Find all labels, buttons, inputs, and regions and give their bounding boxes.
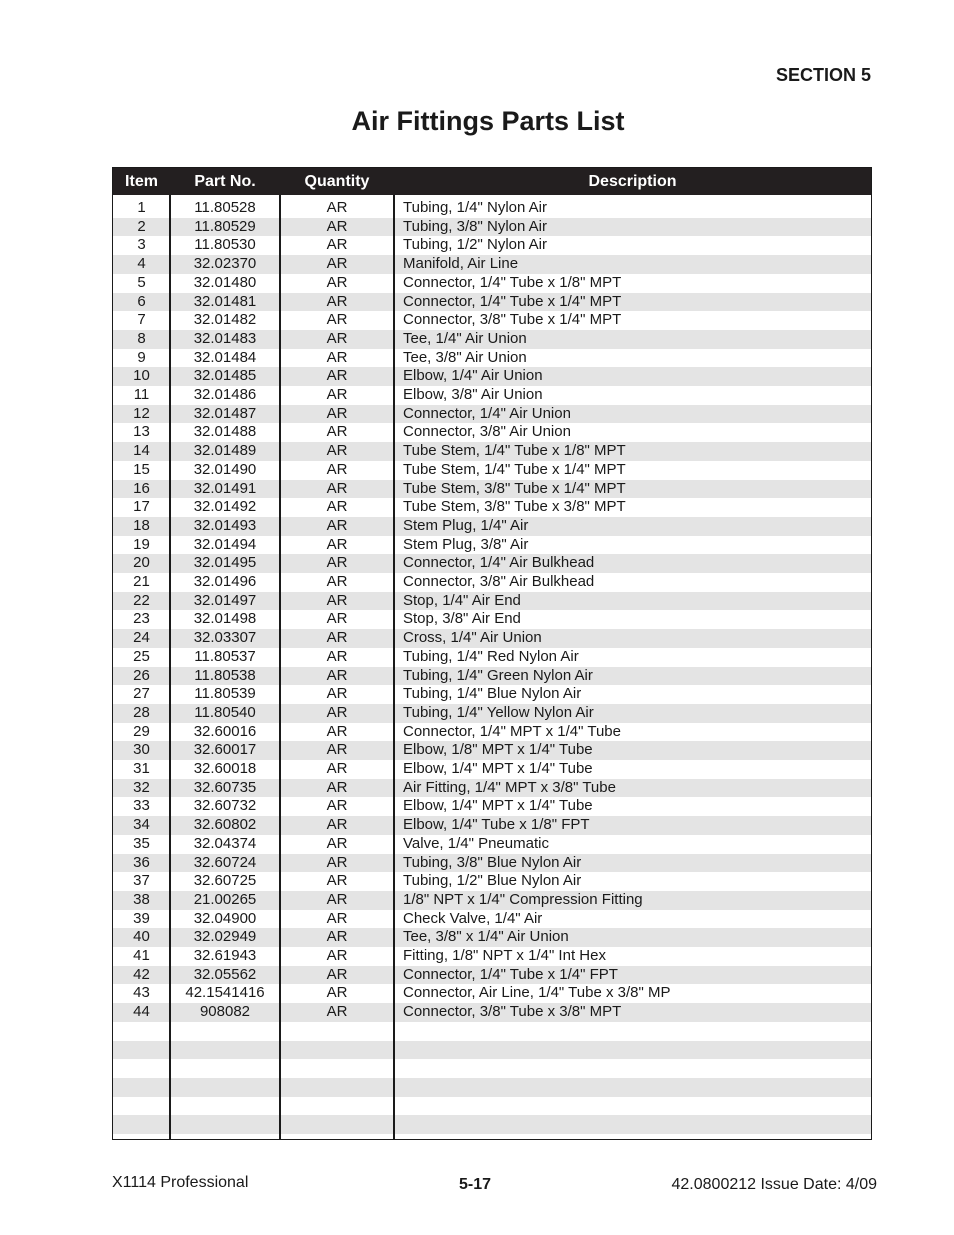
quantity: AR	[326, 890, 348, 908]
description: Connector, Air Line, 1/4" Tube x 3/8" MP	[403, 984, 671, 1002]
item-number: 11	[133, 386, 150, 403]
part-number: 11.80538	[194, 666, 256, 684]
description: Stop, 1/4" Air End	[403, 591, 521, 609]
table-row	[113, 1059, 871, 1078]
table-header	[113, 168, 871, 195]
description: Tee, 1/4" Air Union	[403, 329, 527, 347]
part-number: 32.04900	[193, 909, 257, 927]
description: Tube Stem, 3/8" Tube x 1/4" MPT	[403, 479, 626, 497]
part-number: 32.01480	[193, 273, 257, 291]
table-row	[113, 1134, 871, 1140]
part-number: 32.02949	[193, 928, 257, 946]
description: 1/8" NPT x 1/4" Compression Fitting	[403, 890, 643, 908]
description: Air Fitting, 1/4" MPT x 3/8" Tube	[403, 778, 616, 796]
table-row	[113, 667, 871, 686]
part-number: 32.01485	[193, 367, 257, 385]
table-row	[113, 311, 871, 330]
quantity: AR	[326, 760, 348, 777]
quantity: AR	[326, 834, 348, 852]
item-number: 21	[133, 573, 150, 590]
table-row	[113, 723, 871, 742]
quantity: AR	[326, 928, 348, 946]
item-number: 41	[133, 947, 150, 964]
item-number: 34	[133, 816, 150, 834]
table-row	[113, 966, 871, 985]
table-row	[113, 947, 871, 966]
quantity: AR	[326, 591, 348, 609]
table-row	[113, 1115, 871, 1134]
item-number: 31	[133, 760, 150, 777]
table-row	[113, 629, 871, 648]
table-row	[113, 891, 871, 910]
quantity: AR	[326, 909, 348, 927]
item-number: 9	[137, 348, 146, 366]
quantity: AR	[326, 292, 348, 310]
description: Connector, 1/4" Tube x 1/4" FPT	[403, 965, 618, 983]
description: Tee, 3/8" x 1/4" Air Union	[403, 928, 569, 946]
quantity: AR	[326, 516, 348, 534]
table-row	[113, 984, 871, 1003]
table-row	[113, 480, 871, 499]
part-number: 32.60016	[193, 722, 257, 740]
table-row	[113, 760, 871, 779]
quantity: AR	[326, 965, 348, 983]
column-divider	[169, 195, 171, 1139]
part-number: 32.01497	[193, 591, 257, 609]
item-number: 28	[133, 703, 150, 721]
description: Tubing, 1/4" Red Nylon Air	[403, 647, 579, 665]
part-number: 32.60724	[193, 853, 257, 871]
page-title: Air Fittings Parts List	[351, 106, 625, 136]
description: Connector, 3/8" Tube x 1/4" MPT	[403, 311, 622, 329]
part-number: 32.60802	[193, 816, 257, 834]
quantity: AR	[326, 255, 348, 273]
part-number: 32.01496	[193, 573, 257, 590]
table-row	[113, 554, 871, 573]
part-number: 32.01493	[193, 516, 257, 534]
part-number: 32.01487	[193, 404, 257, 422]
part-number: 32.01489	[193, 442, 257, 460]
description: Tubing, 3/8" Blue Nylon Air	[403, 853, 582, 871]
part-number: 908082	[199, 1003, 251, 1021]
item-number: 32	[133, 778, 150, 796]
table-row	[113, 442, 871, 461]
table-row	[113, 517, 871, 536]
table-row	[113, 367, 871, 386]
description: Manifold, Air Line	[403, 255, 519, 273]
table-row	[113, 1003, 871, 1022]
column-header-description: Description	[588, 173, 677, 190]
quantity: AR	[326, 647, 348, 665]
item-number: 8	[137, 329, 146, 347]
quantity: AR	[326, 367, 348, 385]
quantity: AR	[326, 423, 348, 441]
column-divider	[393, 195, 395, 1139]
description: Connector, 1/4" Air Bulkhead	[403, 554, 595, 572]
description: Connector, 3/8" Air Union	[403, 423, 571, 441]
item-number: 6	[137, 292, 146, 310]
part-number: 32.01498	[193, 610, 257, 628]
item-number: 5	[137, 273, 146, 291]
quantity: AR	[326, 273, 348, 291]
part-number: 32.05562	[193, 965, 257, 983]
quantity: AR	[326, 236, 348, 254]
table-row	[113, 349, 871, 368]
item-number: 12	[133, 404, 150, 422]
part-number: 32.02370	[193, 255, 257, 273]
item-number: 1	[137, 199, 146, 216]
table-row	[113, 1041, 871, 1060]
item-number: 13	[133, 423, 150, 441]
table-row	[113, 386, 871, 405]
item-number: 35	[133, 834, 150, 852]
table-row	[113, 872, 871, 891]
part-number: 32.01486	[193, 386, 257, 403]
description: Tubing, 3/8" Nylon Air	[403, 217, 548, 235]
description: Tube Stem, 3/8" Tube x 3/8" MPT	[403, 498, 626, 516]
quantity: AR	[326, 703, 348, 721]
description: Stop, 3/8" Air End	[403, 610, 521, 628]
quantity: AR	[326, 404, 348, 422]
item-number: 23	[133, 610, 150, 628]
table-row	[113, 218, 871, 237]
part-number: 42.1541416	[185, 984, 265, 1002]
table-row	[113, 648, 871, 667]
quantity: AR	[326, 853, 348, 871]
table-row	[113, 797, 871, 816]
description: Elbow, 1/4" Air Union	[403, 367, 543, 385]
part-number: 32.01484	[193, 348, 257, 366]
table-row	[113, 610, 871, 629]
description: Elbow, 3/8" Air Union	[403, 386, 543, 403]
table-row	[113, 461, 871, 480]
table-row	[113, 293, 871, 312]
table-row	[113, 835, 871, 854]
item-number: 27	[133, 685, 150, 703]
quantity: AR	[326, 479, 348, 497]
item-number: 10	[133, 367, 150, 385]
item-number: 2	[137, 217, 146, 235]
table-row	[113, 910, 871, 929]
item-number: 39	[133, 909, 150, 927]
part-number: 32.04374	[193, 834, 257, 852]
quantity: AR	[326, 554, 348, 572]
item-number: 44	[133, 1003, 150, 1021]
quantity: AR	[326, 573, 348, 590]
description: Tee, 3/8" Air Union	[403, 348, 527, 366]
item-number: 38	[133, 890, 150, 908]
item-number: 22	[133, 591, 150, 609]
table-row	[113, 274, 871, 293]
part-number: 32.01483	[193, 329, 257, 347]
quantity: AR	[326, 984, 348, 1002]
description: Connector, 1/4" MPT x 1/4" Tube	[403, 722, 621, 740]
item-number: 17	[133, 498, 150, 516]
description: Check Valve, 1/4" Air	[403, 909, 543, 927]
quantity: AR	[326, 797, 348, 815]
description: Tube Stem, 1/4" Tube x 1/4" MPT	[403, 460, 626, 478]
part-number: 32.60725	[193, 872, 257, 890]
part-number: 32.60017	[193, 741, 257, 759]
quantity: AR	[326, 1003, 348, 1021]
quantity: AR	[326, 947, 348, 964]
description: Tubing, 1/4" Nylon Air	[403, 199, 548, 216]
part-number: 11.80537	[194, 647, 256, 665]
part-number: 32.01488	[193, 423, 257, 441]
item-number: 30	[133, 741, 150, 759]
description: Connector, 1/4" Tube x 1/4" MPT	[403, 292, 622, 310]
table-row	[113, 779, 871, 798]
part-number: 32.60018	[193, 760, 257, 777]
part-number: 32.01482	[193, 311, 257, 329]
quantity: AR	[326, 685, 348, 703]
item-number: 29	[133, 722, 150, 740]
item-number: 14	[133, 442, 150, 460]
table-row	[113, 928, 871, 947]
table-row	[113, 704, 871, 723]
quantity: AR	[326, 666, 348, 684]
part-number: 11.80530	[194, 236, 256, 254]
table-row	[113, 816, 871, 835]
table-row	[113, 741, 871, 760]
item-number: 43	[133, 984, 150, 1002]
quantity: AR	[326, 498, 348, 516]
description: Connector, 3/8" Air Bulkhead	[403, 573, 595, 590]
table-row	[113, 573, 871, 592]
part-number: 32.01490	[193, 460, 257, 478]
item-number: 36	[133, 853, 150, 871]
item-number: 24	[133, 629, 150, 647]
quantity: AR	[326, 329, 348, 347]
item-number: 37	[133, 872, 150, 890]
footer-document-id: 42.0800212 Issue Date: 4/09	[671, 1176, 877, 1193]
part-number: 32.03307	[193, 629, 257, 647]
description: Connector, 3/8" Tube x 3/8" MPT	[403, 1003, 622, 1021]
table-row	[113, 405, 871, 424]
quantity: AR	[326, 311, 348, 329]
quantity: AR	[326, 872, 348, 890]
item-number: 20	[133, 554, 150, 572]
table-row	[113, 199, 871, 218]
table-row	[113, 255, 871, 274]
part-number: 32.01491	[193, 479, 257, 497]
description: Tubing, 1/2" Nylon Air	[403, 236, 548, 254]
part-number: 32.01481	[193, 292, 257, 310]
description: Tubing, 1/2" Blue Nylon Air	[403, 872, 582, 890]
table-row	[113, 592, 871, 611]
part-number: 21.00265	[193, 890, 257, 908]
quantity: AR	[326, 778, 348, 796]
item-number: 25	[133, 647, 150, 665]
item-number: 40	[133, 928, 150, 946]
quantity: AR	[326, 217, 348, 235]
section-label: SECTION 5	[775, 65, 871, 85]
table-row	[113, 330, 871, 349]
description: Elbow, 1/4" MPT x 1/4" Tube	[403, 760, 593, 777]
description: Tubing, 1/4" Blue Nylon Air	[403, 685, 582, 703]
item-number: 3	[137, 236, 146, 254]
item-number: 33	[133, 797, 150, 815]
quantity: AR	[326, 442, 348, 460]
item-number: 42	[133, 965, 150, 983]
part-number: 11.80528	[194, 199, 256, 216]
part-number: 32.01492	[193, 498, 257, 516]
description: Elbow, 1/8" MPT x 1/4" Tube	[403, 741, 593, 759]
item-number: 15	[133, 460, 150, 478]
description: Tubing, 1/4" Green Nylon Air	[403, 666, 593, 684]
column-header-item: Item	[125, 173, 158, 190]
quantity: AR	[326, 741, 348, 759]
table-row	[113, 1078, 871, 1097]
quantity: AR	[326, 386, 348, 403]
quantity: AR	[326, 199, 348, 216]
table-row	[113, 685, 871, 704]
quantity: AR	[326, 816, 348, 834]
description: Valve, 1/4" Pneumatic	[403, 834, 549, 852]
description: Cross, 1/4" Air Union	[403, 629, 542, 647]
description: Stem Plug, 3/8" Air	[403, 535, 529, 553]
description: Stem Plug, 1/4" Air	[403, 516, 529, 534]
description: Tube Stem, 1/4" Tube x 1/8" MPT	[403, 442, 626, 460]
column-header-quantity: Quantity	[304, 173, 370, 190]
table-row	[113, 1097, 871, 1116]
part-number: 11.80539	[194, 685, 256, 703]
part-number: 32.01495	[193, 554, 257, 572]
item-number: 16	[133, 479, 150, 497]
quantity: AR	[326, 722, 348, 740]
description: Elbow, 1/4" Tube x 1/8" FPT	[403, 816, 590, 834]
item-number: 7	[137, 311, 146, 329]
table-row	[113, 854, 871, 873]
parts-table	[112, 167, 872, 1140]
item-number: 26	[133, 666, 150, 684]
quantity: AR	[326, 610, 348, 628]
part-number: 32.61943	[193, 947, 257, 964]
item-number: 4	[137, 255, 146, 273]
table-row	[113, 423, 871, 442]
item-number: 18	[133, 516, 150, 534]
description: Fitting, 1/8" NPT x 1/4" Int Hex	[403, 947, 606, 964]
table-row	[113, 236, 871, 255]
item-number: 19	[133, 535, 150, 553]
table-row	[113, 536, 871, 555]
part-number: 32.01494	[193, 535, 257, 553]
quantity: AR	[326, 460, 348, 478]
part-number: 11.80540	[194, 703, 256, 721]
footer-page-number: 5-17	[459, 1176, 492, 1193]
table-row	[113, 498, 871, 517]
description: Tubing, 1/4" Yellow Nylon Air	[403, 703, 594, 721]
part-number: 32.60732	[193, 797, 257, 815]
column-header-part-no: Part No.	[194, 173, 256, 190]
part-number: 11.80529	[194, 217, 256, 235]
footer-model: X1114 Professional	[112, 1174, 249, 1191]
quantity: AR	[326, 535, 348, 553]
column-divider	[279, 195, 281, 1139]
quantity: AR	[326, 629, 348, 647]
description: Connector, 1/4" Air Union	[403, 404, 571, 422]
part-number: 32.60735	[193, 778, 257, 796]
quantity: AR	[326, 348, 348, 366]
description: Connector, 1/4" Tube x 1/8" MPT	[403, 273, 622, 291]
description: Elbow, 1/4" MPT x 1/4" Tube	[403, 797, 593, 815]
table-row	[113, 1022, 871, 1041]
